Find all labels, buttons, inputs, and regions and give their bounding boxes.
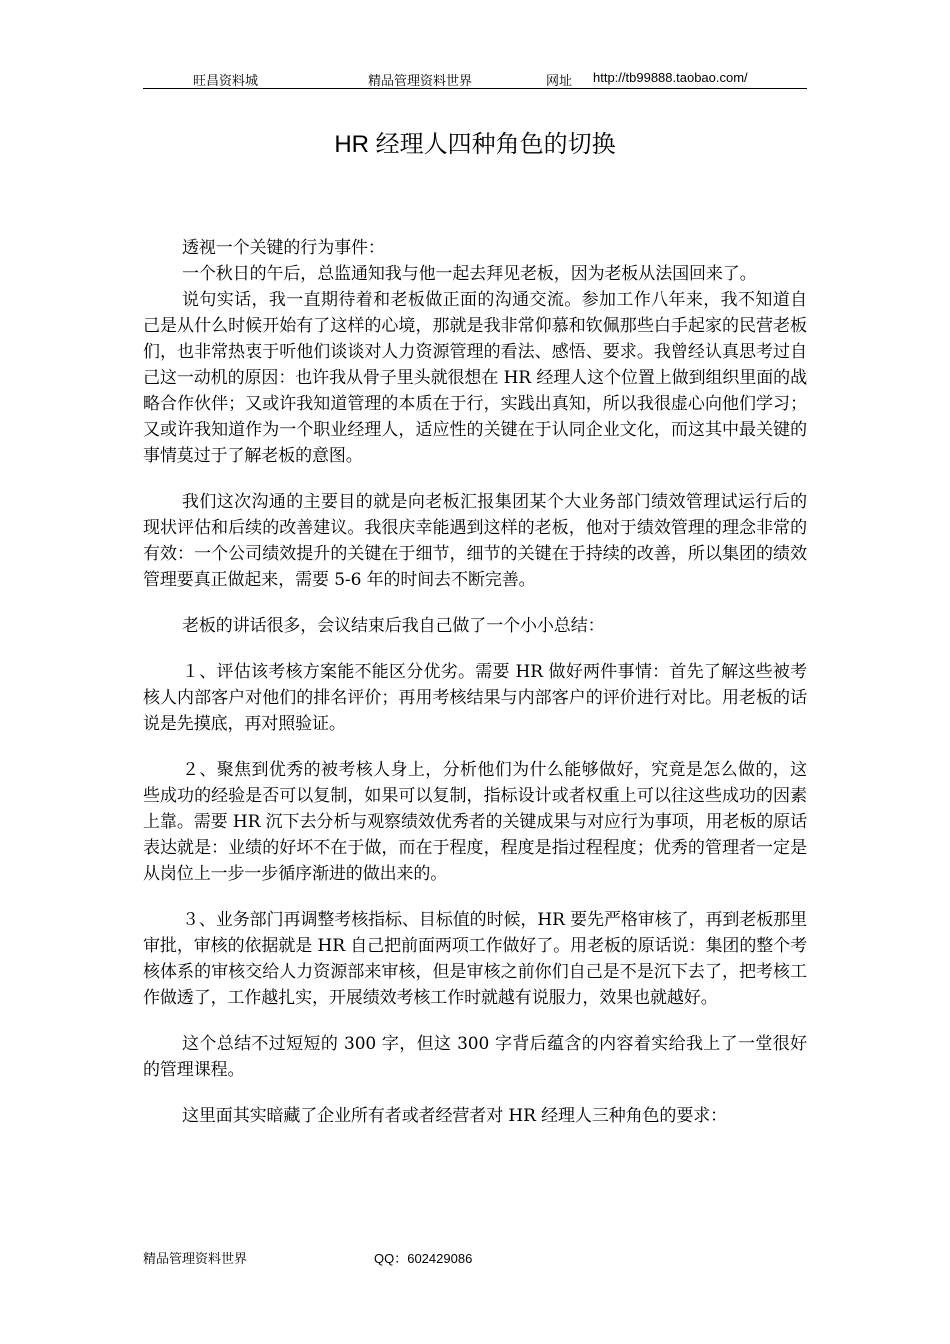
paragraph-roles: 这里面其实暗藏了企业所有者或者经营者对 HR 经理人三种角色的要求：	[182, 1106, 728, 1126]
page-header	[143, 66, 807, 89]
footer-world-name: 精品管理资料世界	[143, 1251, 248, 1266]
paragraph-point-2: ２、聚焦到优秀的被考核人身上，分析他们为什么能够做好，究竟是怎么做的，这些成功的经验是否可以复制，如果可以复制，指标设计或者权重上可以往这些成功的因素上靠。需要 HR 沉下去分析与观察绩效优秀者的关键成果与对应行为事项，用老板的原话表达就是：业绩的好坏不在于做，而在于程度，程度是指过程程度；优秀的管理者一定是从岗位上一步一步循序渐进的做出来的。	[143, 760, 807, 884]
document-title: HR 经理人四种角色的切换	[334, 131, 616, 158]
header-shop-name: 旺昌资料城	[193, 73, 259, 88]
paragraph-summary-intro: 老板的讲话很多，会议结束后我自己做了一个小小总结：	[182, 616, 605, 636]
paragraph-purpose: 我们这次沟通的主要目的就是向老板汇报集团某个大业务部门绩效管理试运行后的现状评估和后续的改善建议。我很庆幸能遇到这样的老板，他对于绩效管理的理念非常的有效：一个公司绩效提升的关键在于细节，细节的关键在于持续的改善，所以集团的绩效管理要真正做起来，需要 5-6 年的时间去不断完善。	[143, 492, 807, 590]
document-body	[143, 235, 807, 1149]
header-url-link[interactable]: http://tb99888.taobao.com/	[593, 70, 748, 85]
paragraph-motivation: 说句实话，我一直期待着和老板做正面的沟通交流。参加工作八年来，我不知道自己是从什么时候开始有了这样的心境，那就是我非常仰慕和钦佩那些白手起家的民营老板们，也非常热衷于听他们谈谈对人力资源管理的看法、感悟、要求。我曾经认真思考过自己这一动机的原因：也许我从骨子里头就很想在 HR 经理人这个位置上做到组织里面的战略合作伙伴；又或许我知道管理的本质在于行，实践出真知，所以我很虚心向他们学习；又或许我知道作为一个职业经理人，适应性的关键在于认同企业文化，而这其中最关键的事情莫过于了解老板的意图。	[143, 290, 807, 466]
header-world-name: 精品管理资料世界	[368, 73, 473, 88]
header-url-label: 网址	[546, 73, 573, 88]
footer-qq: QQ：602429086	[374, 1251, 473, 1266]
paragraph-point-3: ３、业务部门再调整考核指标、目标值的时候，HR 要先严格审核了，再到老板那里审批，审核的依据就是 HR 自己把前面两项工作做好了。用老板的原话说：集团的整个考核体系的审核交给人力资源部来审核，但是审核之前你们自己是不是沉下去了，把考核工作做透了，工作越扎实，开展绩效考核工作时就越有说服力，效果也就越好。	[143, 910, 807, 1008]
paragraph-autumn: 一个秋日的午后，总监通知我与他一起去拜见老板，因为老板从法国回来了。	[182, 264, 757, 284]
paragraph-reflection: 这个总结不过短短的 300 字，但这 300 字背后蕴含的内容着实给我上了一堂很好的管理课程。	[143, 1034, 807, 1080]
paragraph-intro: 透视一个关键的行为事件：	[182, 238, 385, 258]
paragraph-point-1: １、评估该考核方案能不能区分优劣。需要 HR 做好两件事情：首先了解这些被考核人内部客户对他们的排名评价；再用考核结果与内部客户的评价进行对比。用老板的话说是先摸底，再对照验证。	[143, 662, 807, 734]
